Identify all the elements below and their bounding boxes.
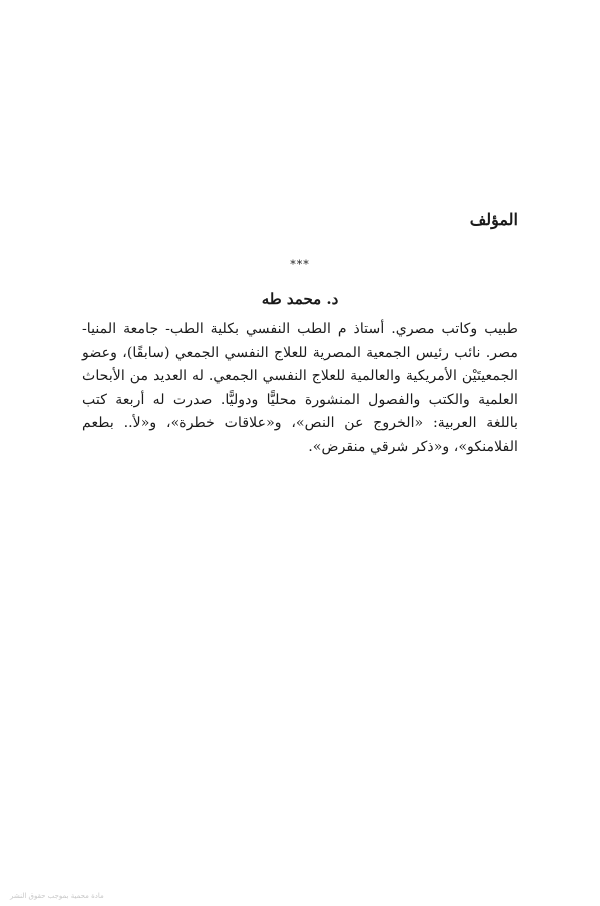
author-bio: طبيب وكاتب مصري. أستاذ م الطب النفسي بكلية الطب- جامعة المنيا- مصر. نائب رئيس الجمعية المصرية للعلاج النفسي الجمعي (سابقًا)، وعضو الجمعيتَيْن الأمريكية والعالمية للعلاج النفسي الجمعي. له العديد من الأبحاث العلمية والكتب والفصول المنشورة محليًّا ودوليًّا. صدرت له أربعة كتب باللغة العربية: «الخروج عن النص»، و«علاقات خطرة»، و«لأ.. بطعم الفلامنكو»، و«ذكر شرقي منقرض». xyxy=(82,321,518,455)
author-name: د. محمد طه xyxy=(261,290,339,308)
section-title: المؤلف xyxy=(469,210,518,229)
copyright-watermark: مادة محمية بموجب حقوق النشر xyxy=(10,892,104,900)
section-separator: *** xyxy=(290,258,310,271)
